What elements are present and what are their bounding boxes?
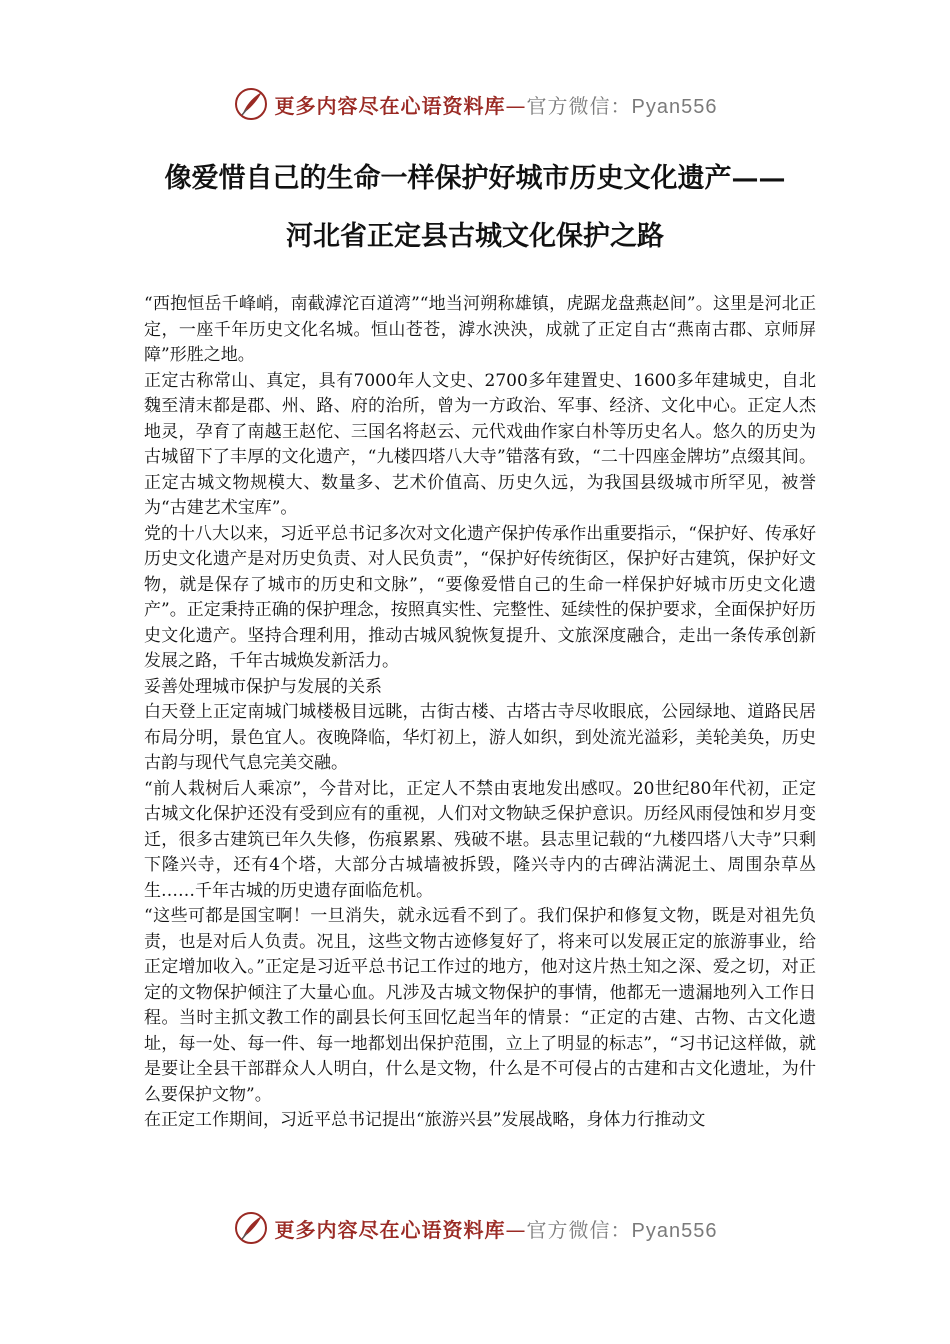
section-heading: 妥善处理城市保护与发展的关系 xyxy=(144,676,382,697)
watermark-suffix: 官方微信： xyxy=(526,93,632,118)
watermark-wechat-id: Pyan556 xyxy=(631,1219,718,1242)
quill-pen-logo-icon xyxy=(233,1210,269,1246)
paragraph-instructions: 党的十八大以来，习近平总书记多次对文化遗产保护传承作出重要指示，“保护好、传承好历史文化遗产是对历史负责、对人民负责”，“保护好传统街区，保护好古建筑，保护好文物，就是保存了城市的历史和文脉”，“要像爱惜自己的生命一样保护好城市历史文化遗产”。正定秉持正确的保护理念，按照真实性、完整性、延续性的保护要求，全面保护好历史文化遗产。坚持合理利用，推动古城风貌恢复提升、文旅深度融合，走出一条传承创新发展之路，千年古城焕发新活力。 xyxy=(144,523,816,671)
title-line-1: 像爱惜自己的生命一样保护好城市历史文化遗产—— xyxy=(164,163,786,194)
watermark-suffix: 官方微信： xyxy=(526,1217,632,1242)
paragraph-tourism: 在正定工作期间，习近平总书记提出“旅游兴县”发展战略，身体力行推动文 xyxy=(144,1110,706,1130)
page-title xyxy=(60,150,890,266)
header-watermark-banner xyxy=(0,84,950,124)
title-line-2: 河北省正定县古城文化保护之路 xyxy=(286,221,664,252)
watermark-brand: 更多内容尽在心语资料库 xyxy=(274,1217,506,1242)
paragraph-past: “前人栽树后人乘凉”，今昔对比，正定人不禁由衷地发出感叹。20世纪80年代初，正定古城文化保护还没有受到应有的重视，人们对文物缺乏保护意识。历经风雨侵蚀和岁月变迁，很多古建筑已年久失修，伤痕累累、残破不堪。县志里记载的“九楼四塔八大寺”只剩下隆兴寺，还有4个塔，大部分古城墙被拆毁，隆兴寺内的古碑沾满泥土、周围杂草丛生……千年古城的历史遗存面临危机。 xyxy=(144,778,816,901)
footer-watermark-banner xyxy=(0,1208,950,1248)
watermark-separator: — xyxy=(505,93,527,118)
article-body xyxy=(144,292,816,1134)
watermark-text xyxy=(275,1214,718,1243)
watermark-text xyxy=(275,90,718,119)
paragraph-intro: “西抱恒岳千峰峭，南截滹沱百道湾”“地当河朔称雄镇，虎踞龙盘燕赵间”。这里是河北正定，一座千年历史文化名城。恒山苍苍，滹水泱泱，成就了正定自古“燕南古郡、京师屏障”形胜之地。 xyxy=(144,294,816,365)
watermark-brand: 更多内容尽在心语资料库 xyxy=(274,93,506,118)
watermark-wechat-id: Pyan556 xyxy=(631,95,718,118)
paragraph-quote: “这些可都是国宝啊！一旦消失，就永远看不到了。我们保护和修复文物，既是对祖先负责，也是对后人负责。况且，这些文物古迹修复好了，将来可以发展正定的旅游事业，给正定增加收入。”正定是习近平总书记工作过的地方，他对这片热土知之深、爱之切，对正定的文物保护倾注了大量心血。凡涉及古城文物保护的事情，他都无一遗漏地列入工作日程。当时主抓文教工作的副县长何玉回忆起当年的情景：“正定的古建、古物、古文化遗址，每一处、每一件、每一地都划出保护范围，立上了明显的标志”，“习书记这样做，就是要让全县干部群众人人明白，什么是文物，什么是不可侵占的古建和古文化遗址，为什么要保护文物”。 xyxy=(144,906,816,1105)
watermark-separator: — xyxy=(505,1217,527,1242)
paragraph-scenery: 白天登上正定南城门城楼极目远眺，古街古楼、古塔古寺尽收眼底，公园绿地、道路民居布局分明，景色宜人。夜晚降临，华灯初上，游人如织，到处流光溢彩，美轮美奂，历史古韵与现代气息完美交融。 xyxy=(144,702,816,773)
quill-pen-logo-icon xyxy=(233,86,269,122)
paragraph-history: 正定古称常山、真定，具有7000年人文史、2700多年建置史、1600多年建城史，自北魏至清末都是郡、州、路、府的治所，曾为一方政治、军事、经济、文化中心。正定人杰地灵，孕育了南越王赵佗、三国名将赵云、元代戏曲作家白朴等历史名人。悠久的历史为古城留下了丰厚的文化遗产，“九楼四塔八大寺”错落有致，“二十四座金牌坊”点缀其间。正定古城文物规模大、数量多、艺术价值高、历史久远，为我国县级城市所罕见，被誉为“古建艺术宝库”。 xyxy=(144,370,816,518)
